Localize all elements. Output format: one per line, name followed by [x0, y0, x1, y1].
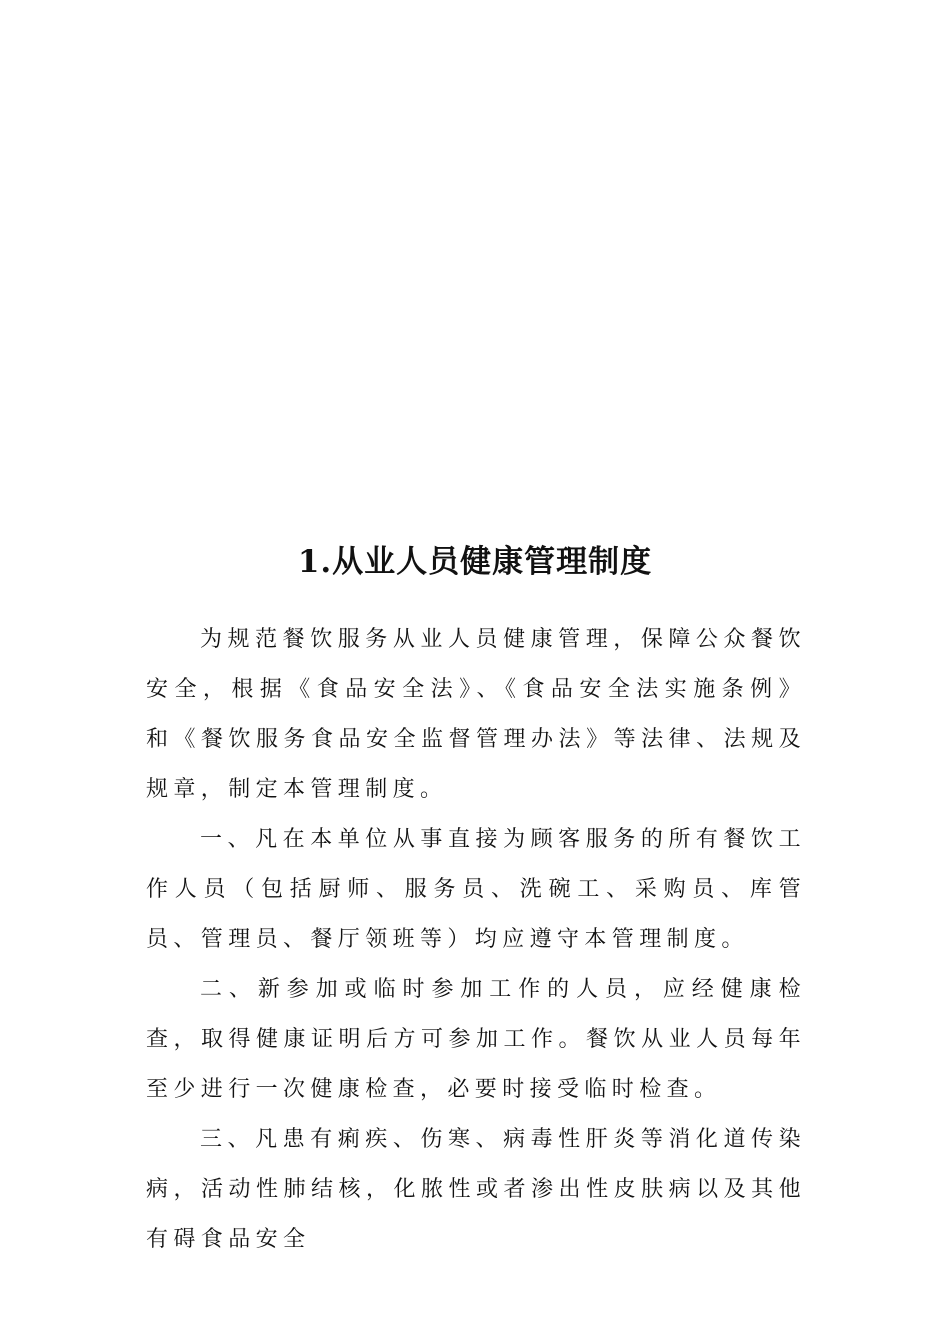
paragraph-intro: 为规范餐饮服务从业人员健康管理，保障公众餐饮安全，根据《食品安全法》、《食品安全法实施条例》和《餐饮服务食品安全监督管理办法》等法律、法规及规章，制定本管理制度。 — [146, 627, 806, 802]
document-body — [146, 615, 806, 1265]
paragraph-clause-3: 三、凡患有痢疾、伤寒、病毒性肝炎等消化道传染病，活动性肺结核，化脓性或者渗出性皮肤病以及其他有碍食品安全 — [146, 1127, 806, 1252]
paragraph-clause-1: 一、凡在本单位从事直接为顾客服务的所有餐饮工作人员（包括厨师、服务员、洗碗工、采购员、库管员、管理员、餐厅领班等）均应遵守本管理制度。 — [146, 827, 806, 952]
paragraph-clause-2: 二、新参加或临时参加工作的人员，应经健康检查，取得健康证明后方可参加工作。餐饮从业人员每年至少进行一次健康检查，必要时接受临时检查。 — [146, 977, 806, 1102]
document-title: 1.从业人员健康管理制度 — [297, 544, 653, 580]
